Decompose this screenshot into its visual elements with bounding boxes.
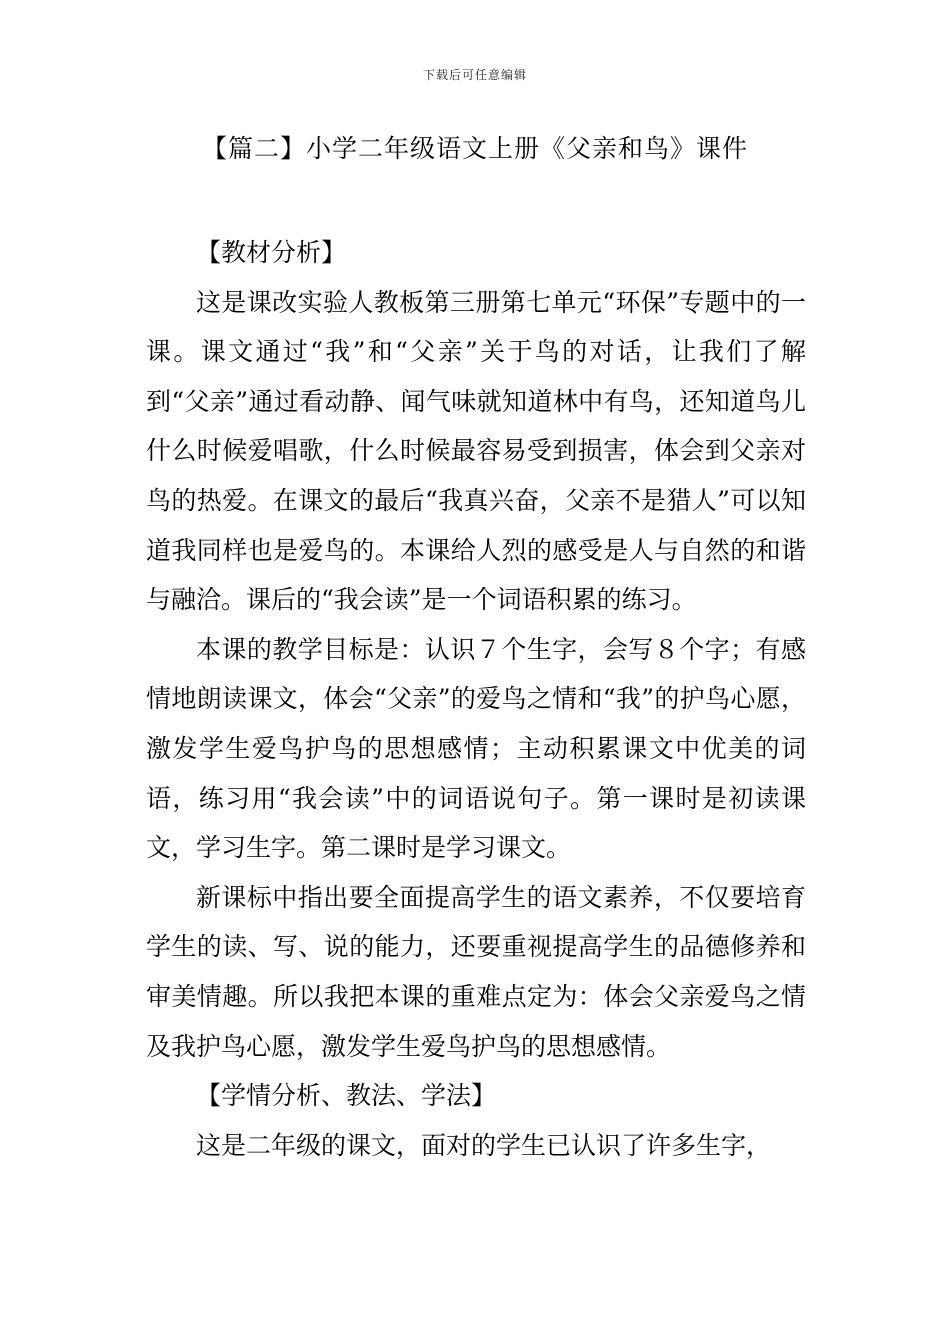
document-body (146, 228, 806, 1170)
section-heading-learning-analysis: 【学情分析、教法、学法】 (196, 1081, 497, 1111)
document-title: 【篇二】小学二年级语文上册《父亲和鸟》课件 (201, 134, 748, 163)
header-note: 下载后可任意编辑 (422, 68, 527, 82)
section-heading-textbook-analysis: 【教材分析】 (196, 238, 347, 267)
paragraph-textbook-analysis-3: 新课标中指出要全面提高学生的语文素养，不仅要培育学生的读、写、说的能力，还要重视提高学生的品德修养和审美情趣。所以我把本课的重难点定为：体会父亲爱鸟之情及我护鸟心愿，激发学生爱鸟护鸟的思想感情。 (146, 882, 806, 1061)
paragraph-textbook-analysis-1: 这是课改实验人教板第三册第七单元“环保”专题中的一课。课文通过“我”和“父亲”关于鸟的对话，让我们了解到“父亲”通过看动静、闻气味就知道林中有鸟，还知道鸟儿什么时候爱唱歌，什么时候最容易受到损害，体会到父亲对鸟的热爱。在课文的最后“我真兴奋，父亲不是猎人”可以知道我同样也是爱鸟的。本课给人烈的感受是人与自然的和谐与融洽。课后的“我会读”是一个词语积累的练习。 (146, 287, 806, 615)
paragraph-textbook-analysis-2: 本课的教学目标是：认识７个生字，会写８个字；有感情地朗读课文，体会“父亲”的爱鸟之情和“我”的护鸟心愿，激发学生爱鸟护鸟的思想感情；主动积累课文中优美的词语，练习用“我会读”中的词语说句子。第一课时是初读课文，学习生字。第二课时是学习课文。 (146, 634, 806, 863)
paragraph-learning-analysis-1: 这是二年级的课文，面对的学生已认识了许多生字， (196, 1130, 772, 1160)
